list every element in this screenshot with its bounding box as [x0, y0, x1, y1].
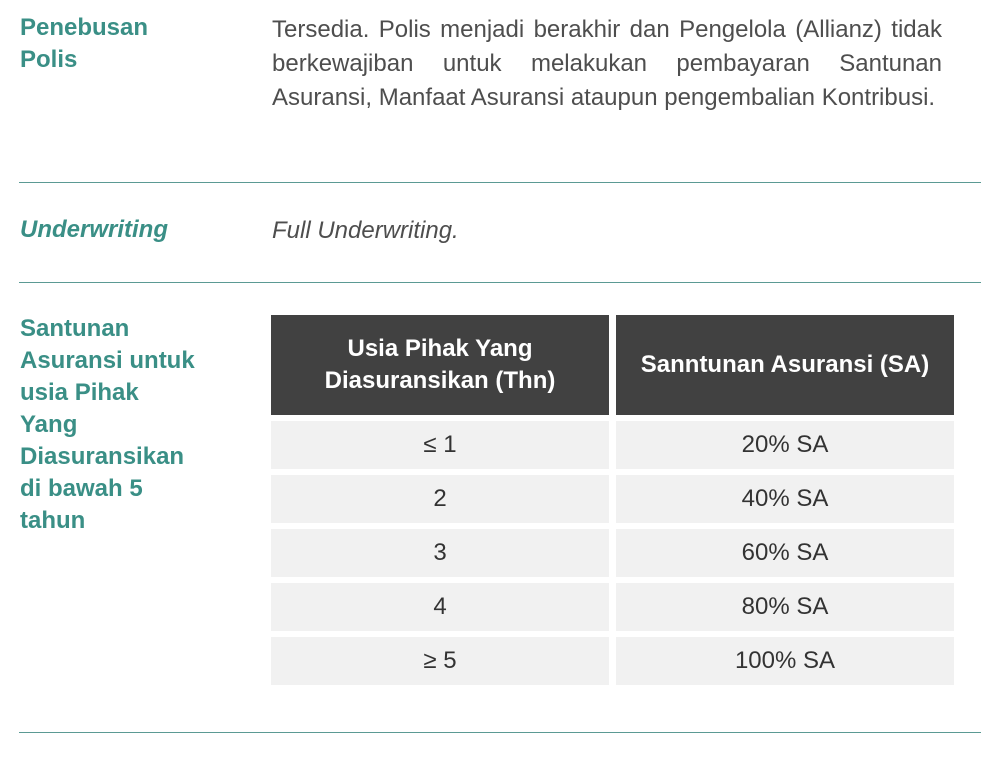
table-row: [271, 577, 954, 631]
section-label-penebusan-polis: [20, 12, 240, 76]
table-row: [271, 523, 954, 577]
table-header-row: [271, 315, 954, 415]
table-row: [271, 469, 954, 523]
table-cell-age: 2: [271, 469, 609, 523]
table-cell-sa: 80% SA: [616, 577, 954, 631]
table-cell-sa: 100% SA: [616, 631, 954, 685]
section-value-underwriting: Full Underwriting.: [272, 217, 459, 244]
santunan-table: [271, 315, 954, 685]
table-cell-age: 4: [271, 577, 609, 631]
table-header-age: Usia Pihak Yang Diasuransikan (Thn): [271, 315, 609, 415]
table-header-sa: Sanntunan Asuransi (SA): [616, 315, 954, 415]
label-line: Penebusan Polis: [20, 14, 149, 73]
section-divider: [19, 182, 981, 183]
section-label-santunan-asuransi: Santunan Asuransi untuk usia Pihak Yang Diasuransikan di bawah 5 tahun: [20, 315, 195, 534]
table-cell-sa: 60% SA: [616, 523, 954, 577]
table-cell-age: ≤ 1: [271, 415, 609, 469]
table-cell-sa: 40% SA: [616, 469, 954, 523]
table-cell-sa: 20% SA: [616, 415, 954, 469]
section-value-penebusan-polis: Tersedia. Polis menjadi berakhir dan Pengelola (Allianz) tidak berkewajiban untuk melakukan pembayaran Santunan Asuransi, Manfaat Asuransi ataupun pengembalian Kontribusi.: [272, 16, 942, 111]
section-label-underwriting: Underwriting: [20, 216, 168, 243]
table-cell-age: ≥ 5: [271, 631, 609, 685]
section-divider: [19, 732, 981, 733]
table-cell-age: 3: [271, 523, 609, 577]
table-row: [271, 415, 954, 469]
table-row: [271, 631, 954, 685]
section-divider: [19, 282, 981, 283]
